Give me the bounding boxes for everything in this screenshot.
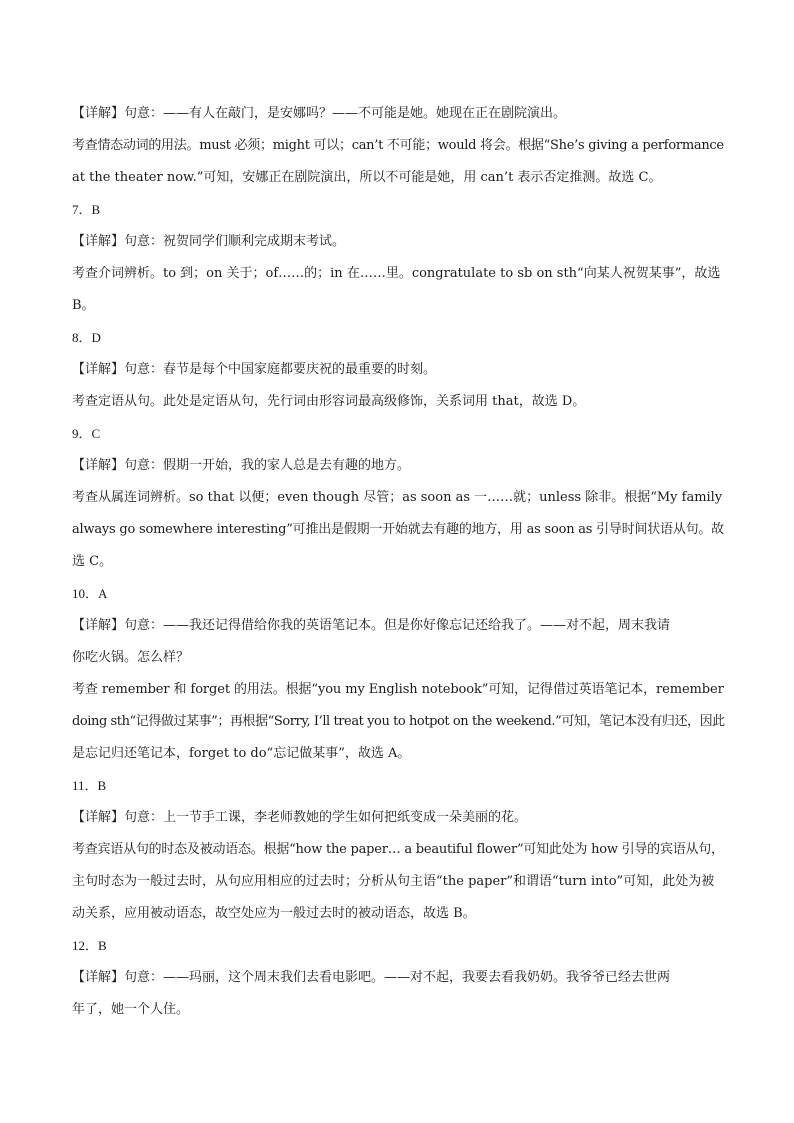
text-line: 选 C。 bbox=[72, 554, 113, 569]
text-line: doing sth“记得做过某事”；再根据“Sorry, I’ll treat you to hotpot on the weekend.”可知，笔记本没有归还，因此 bbox=[72, 714, 725, 729]
text-line: 考查介词辨析。to 到；on 关于；of……的；in 在……里。congratulate to sb on sth“向某人祝贺某事”，故选 bbox=[72, 266, 721, 281]
text-line: 考查定语从句。此处是定语从句，先行词由形容词最高级修饰，关系词用 that，故选 D。 bbox=[72, 394, 586, 409]
text-line: 动关系，应用被动语态，故空处应为一般过去时的被动语态，故选 B。 bbox=[72, 906, 476, 921]
text-line: 考查 remember 和 forget 的用法。根据“you my English notebook”可知，记得借过英语笔记本，remember bbox=[72, 682, 724, 697]
text-line: 【详解】句意：春节是每个中国家庭都要庆祝的最重要的时刻。 bbox=[72, 362, 437, 377]
question-number: 7．B bbox=[72, 202, 101, 217]
text-line: 【详解】句意：——有人在敲门，是安娜吗？——不可能是她。她现在正在剧院演出。 bbox=[72, 106, 567, 121]
text-line: 【详解】句意：——玛丽，这个周末我们去看电影吧。——对不起，我要去看我奶奶。我爷爷已经去世两 bbox=[72, 970, 671, 985]
text-line: 【详解】句意：——我还记得借给你我的英语笔记本。但是你好像忘记还给我了。——对不起，周末我请 bbox=[72, 618, 671, 633]
text-line: 【详解】句意：假期一开始，我的家人总是去有趣的地方。 bbox=[72, 458, 411, 473]
text-line: 【详解】句意：上一节手工课，李老师教她的学生如何把纸变成一朵美丽的花。 bbox=[72, 810, 528, 825]
text-line: 考查宾语从句的时态及被动语态。根据“how the paper… a beautiful flower”可知此处为 how 引导的宾语从句， bbox=[72, 842, 724, 857]
text-line: 主句时态为一般过去时，从句应用相应的过去时；分析从句主语“the paper”和谓语“turn into”可知，此处为被 bbox=[72, 874, 715, 889]
text-line: 是忘记归还笔记本，forget to do“忘记做某事”，故选 A。 bbox=[72, 746, 411, 761]
text-line: 考查从属连词辨析。so that 以便；even though 尽管；as soon as 一……就；unless 除非。根据“My family bbox=[72, 490, 723, 505]
answer-explanations bbox=[72, 98, 724, 1026]
text-line: 【详解】句意：祝贺同学们顺利完成期末考试。 bbox=[72, 234, 346, 249]
text-line: B。 bbox=[72, 298, 95, 313]
text-line: 考查情态动词的用法。must 必须；might 可以；can’t 不可能；would 将会。根据“She’s giving a performance bbox=[72, 138, 724, 153]
question-number: 10．A bbox=[72, 586, 108, 601]
question-number: 9．C bbox=[72, 426, 101, 441]
question-number: 11．B bbox=[72, 778, 107, 793]
text-line: at the theater now.”可知，安娜正在剧院演出，所以不可能是她，用 can’t 表示否定推测。故选 C。 bbox=[72, 170, 662, 185]
text-line: always go somewhere interesting”可推出是假期一开始就去有趣的地方，用 as soon as 引导时间状语从句。故 bbox=[72, 522, 724, 537]
question-number: 8．D bbox=[72, 330, 101, 345]
text-line: 年了，她一个人住。 bbox=[72, 1002, 190, 1017]
text-line: 你吃火锅。怎么样？ bbox=[72, 650, 190, 665]
question-number: 12．B bbox=[72, 938, 107, 953]
